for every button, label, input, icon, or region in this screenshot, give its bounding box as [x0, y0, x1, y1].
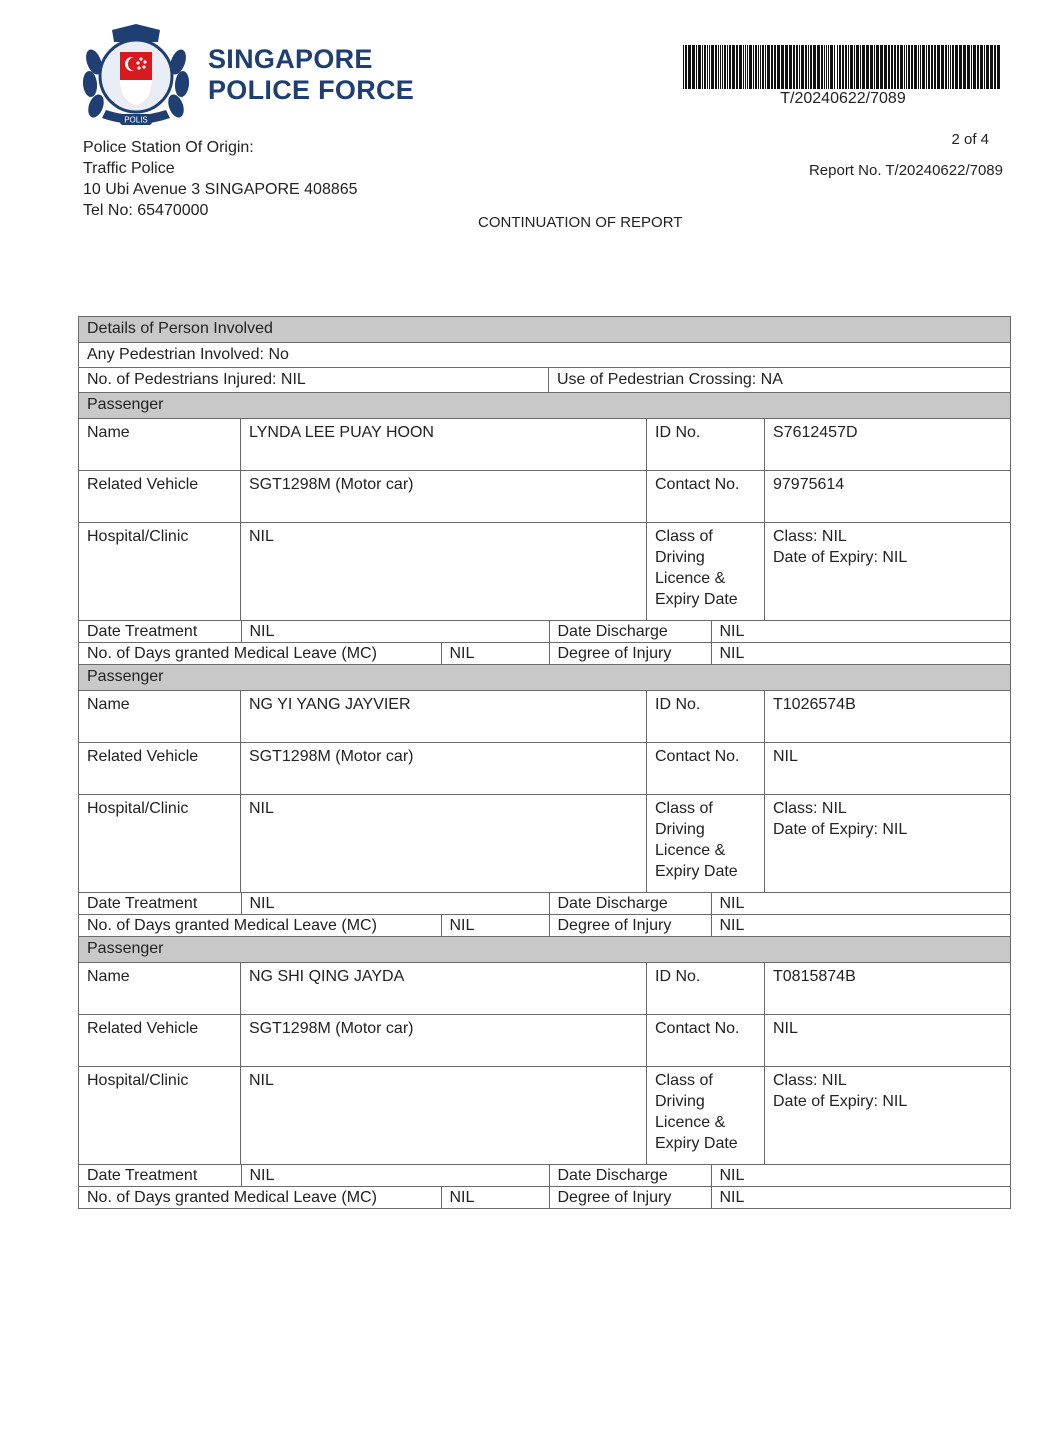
barcode-bar — [977, 45, 979, 89]
hospital-value: NIL — [241, 523, 647, 621]
id-label: ID No. — [647, 419, 765, 471]
mc-days: NIL — [441, 643, 549, 664]
origin-unit: Traffic Police — [83, 160, 175, 177]
barcode-bar — [817, 45, 820, 89]
barcode-bar — [952, 45, 954, 89]
barcode-bar — [777, 45, 780, 89]
barcode-bar — [963, 45, 966, 89]
licence-value — [765, 523, 1011, 621]
date-discharge: NIL — [719, 623, 745, 640]
licence-class: Class: NIL — [773, 1072, 847, 1089]
name-label: Name — [79, 691, 241, 743]
passenger-section-header: Passenger — [79, 937, 1011, 963]
barcode-bar — [874, 45, 875, 89]
date-treatment: NIL — [241, 621, 549, 642]
passenger-name: NG YI YANG JAYVIER — [241, 691, 647, 743]
barcode-bar — [729, 45, 731, 89]
mc-days: NIL — [441, 1187, 549, 1208]
barcode-bar — [749, 45, 752, 89]
barcode-bar — [842, 45, 844, 89]
barcode-bar — [685, 45, 687, 89]
contact-number: 97975614 — [765, 471, 1011, 523]
details-table — [78, 316, 1011, 1209]
licence-label-line: Licence & — [655, 842, 726, 859]
contact-label: Contact No. — [647, 1015, 765, 1067]
hospital-value: NIL — [241, 1067, 647, 1165]
barcode-bar — [948, 45, 949, 89]
barcode-bar — [736, 45, 738, 89]
barcode-bar — [785, 45, 788, 89]
contact-number: NIL — [765, 1015, 1011, 1067]
date-treatment-label: Date Treatment — [79, 1165, 241, 1186]
barcode-bar — [813, 45, 816, 89]
police-crest-logo — [80, 22, 192, 130]
barcode-bar — [789, 45, 792, 89]
barcode-bar — [980, 45, 983, 89]
licence-label-line: Class of — [655, 1072, 713, 1089]
barcode-bar — [834, 45, 835, 89]
licence-expiry: Date of Expiry: NIL — [773, 1093, 908, 1110]
contact-label: Contact No. — [647, 471, 765, 523]
hospital-value: NIL — [241, 795, 647, 893]
barcode-bar — [837, 45, 838, 89]
barcode-bar — [739, 45, 742, 89]
report-number: Report No. T/20240622/7089 — [808, 162, 1003, 179]
barcode-bar — [824, 45, 825, 89]
degree-injury-label: Degree of Injury — [549, 1187, 711, 1208]
barcode-bar — [973, 45, 976, 89]
related-vehicle: SGT1298M (Motor car) — [241, 1015, 647, 1067]
barcode-bar — [753, 45, 754, 89]
barcode-bar — [688, 45, 691, 89]
pedestrian-crossing: Use of Pedestrian Crossing: NA — [549, 368, 1011, 393]
barcode-bar — [743, 45, 744, 89]
mc-days-label: No. of Days granted Medical Leave (MC) — [79, 915, 441, 936]
barcode-bar — [762, 45, 764, 89]
barcode-bar — [821, 45, 823, 89]
barcode-bar — [692, 45, 695, 89]
vehicle-label: Related Vehicle — [79, 743, 241, 795]
barcode-bar — [894, 45, 896, 89]
barcode-bar — [808, 45, 809, 89]
barcode-bar — [926, 45, 927, 89]
barcode-bar — [830, 45, 833, 89]
hospital-label: Hospital/Clinic — [79, 1067, 241, 1165]
barcode-bar — [755, 45, 757, 89]
origin-tel: Tel No: 65470000 — [83, 202, 209, 219]
vehicle-label: Related Vehicle — [79, 471, 241, 523]
barcode-bar — [866, 45, 869, 89]
passenger-id: T0815874B — [765, 963, 1011, 1015]
licence-label-line: Class of — [655, 528, 713, 545]
licence-label-line: Driving — [655, 1093, 705, 1110]
barcode-bar — [994, 45, 996, 89]
degree-injury-label: Degree of Injury — [549, 915, 711, 936]
barcode-bar — [810, 45, 812, 89]
related-vehicle: SGT1298M (Motor car) — [241, 471, 647, 523]
origin-address: 10 Ubi Avenue 3 SINGAPORE 408865 — [83, 181, 358, 198]
barcode-bar — [990, 45, 993, 89]
barcode-bar — [984, 45, 985, 89]
barcode — [683, 45, 1003, 89]
barcode-bar — [724, 45, 726, 89]
barcode-bar — [709, 45, 710, 89]
licence-label-line: Expiry Date — [655, 1135, 738, 1152]
barcode-bar — [732, 45, 735, 89]
licence-value — [765, 795, 1011, 893]
barcode-bar — [908, 45, 910, 89]
date-discharge-label: Date Discharge — [549, 893, 711, 914]
barcode-bar — [918, 45, 919, 89]
barcode-bar — [828, 45, 829, 89]
passenger-id: S7612457D — [765, 419, 1011, 471]
barcode-bar — [937, 45, 940, 89]
passenger-section-header: Passenger — [79, 665, 1011, 691]
barcode-bar — [950, 45, 951, 89]
barcode-bar — [796, 45, 798, 89]
barcode-bar — [745, 45, 746, 89]
barcode-bar — [767, 45, 770, 89]
degree-injury-label: Degree of Injury — [549, 643, 711, 664]
barcode-bar — [727, 45, 728, 89]
date-discharge: NIL — [719, 895, 745, 912]
barcode-bar — [711, 45, 714, 89]
barcode-bar — [704, 45, 706, 89]
barcode-bar — [718, 45, 719, 89]
barcode-bar — [702, 45, 703, 89]
related-vehicle: SGT1298M (Motor car) — [241, 743, 647, 795]
barcode-bar — [707, 45, 708, 89]
degree-injury: NIL — [719, 917, 745, 934]
org-name-line1: SINGAPORE — [208, 44, 373, 74]
hospital-label: Hospital/Clinic — [79, 523, 241, 621]
barcode-bar — [888, 45, 890, 89]
barcode-bar — [848, 45, 849, 89]
barcode-bar — [850, 45, 853, 89]
date-discharge-label: Date Discharge — [549, 1165, 711, 1186]
barcode-bar — [826, 45, 827, 89]
barcode-bar — [967, 45, 970, 89]
passenger-name: NG SHI QING JAYDA — [241, 963, 647, 1015]
licence-label-line: Class of — [655, 800, 713, 817]
barcode-bar — [758, 45, 759, 89]
licence-expiry: Date of Expiry: NIL — [773, 549, 908, 566]
licence-value — [765, 1067, 1011, 1165]
page-indicator: 2 of 4 — [951, 131, 989, 148]
barcode-bar — [765, 45, 766, 89]
barcode-bar — [801, 45, 804, 89]
barcode-bar — [928, 45, 930, 89]
barcode-bar — [884, 45, 887, 89]
licence-label-line: Expiry Date — [655, 863, 738, 880]
barcode-bar — [854, 45, 855, 89]
barcode-bar — [922, 45, 925, 89]
station-of-origin — [83, 137, 358, 221]
barcode-bar — [760, 45, 761, 89]
licence-label-line: Expiry Date — [655, 591, 738, 608]
barcode-bar — [870, 45, 873, 89]
id-label: ID No. — [647, 691, 765, 743]
date-treatment-label: Date Treatment — [79, 893, 241, 914]
licence-label — [647, 1067, 765, 1165]
passenger-name: LYNDA LEE PUAY HOON — [241, 419, 647, 471]
licence-label-line: Driving — [655, 549, 705, 566]
barcode-bar — [906, 45, 907, 89]
origin-label: Police Station Of Origin: — [83, 139, 254, 156]
degree-injury: NIL — [719, 1189, 745, 1206]
date-treatment-label: Date Treatment — [79, 621, 241, 642]
barcode-bar — [897, 45, 899, 89]
barcode-bar — [914, 45, 917, 89]
date-treatment: NIL — [241, 893, 549, 914]
barcode-bar — [799, 45, 800, 89]
licence-expiry: Date of Expiry: NIL — [773, 821, 908, 838]
licence-label — [647, 523, 765, 621]
barcode-bar — [876, 45, 879, 89]
barcode-bar — [986, 45, 989, 89]
barcode-bar — [959, 45, 962, 89]
section-title: Details of Person Involved — [79, 317, 1011, 343]
document-title: CONTINUATION OF REPORT — [478, 214, 683, 231]
barcode-bar — [900, 45, 903, 89]
pedestrian-involved: Any Pedestrian Involved: No — [79, 343, 1011, 368]
barcode-bar — [955, 45, 958, 89]
barcode-bar — [722, 45, 723, 89]
barcode-bar — [911, 45, 913, 89]
passenger-section-header: Passenger — [79, 393, 1011, 419]
barcode-bar — [920, 45, 921, 89]
hospital-label: Hospital/Clinic — [79, 795, 241, 893]
contact-label: Contact No. — [647, 743, 765, 795]
barcode-bar — [715, 45, 717, 89]
degree-injury: NIL — [719, 645, 745, 662]
licence-label — [647, 795, 765, 893]
barcode-bar — [720, 45, 721, 89]
barcode-bar — [862, 45, 865, 89]
barcode-bar — [856, 45, 859, 89]
date-discharge-label: Date Discharge — [549, 621, 711, 642]
licence-label-line: Licence & — [655, 1114, 726, 1131]
name-label: Name — [79, 419, 241, 471]
barcode-bar — [805, 45, 807, 89]
licence-class: Class: NIL — [773, 800, 847, 817]
mc-days-label: No. of Days granted Medical Leave (MC) — [79, 643, 441, 664]
vehicle-label: Related Vehicle — [79, 1015, 241, 1067]
licence-class: Class: NIL — [773, 528, 847, 545]
barcode-bar — [880, 45, 883, 89]
mc-days-label: No. of Days granted Medical Leave (MC) — [79, 1187, 441, 1208]
logo-badge-text: POLIS — [124, 115, 148, 125]
barcode-bar — [891, 45, 893, 89]
name-label: Name — [79, 963, 241, 1015]
barcode-bar — [860, 45, 861, 89]
passenger-id: T1026574B — [765, 691, 1011, 743]
org-name — [208, 44, 414, 106]
licence-label-line: Licence & — [655, 570, 726, 587]
date-treatment: NIL — [241, 1165, 549, 1186]
barcode-bar — [839, 45, 841, 89]
barcode-bar — [698, 45, 701, 89]
date-discharge: NIL — [719, 1167, 745, 1184]
barcode-bar — [747, 45, 748, 89]
barcode-bar — [683, 45, 684, 89]
contact-number: NIL — [765, 743, 1011, 795]
barcode-bar — [781, 45, 784, 89]
barcode-bar — [904, 45, 905, 89]
id-label: ID No. — [647, 963, 765, 1015]
barcode-bar — [771, 45, 773, 89]
barcode-bar — [931, 45, 933, 89]
barcode-bar — [997, 45, 1000, 89]
barcode-bar — [971, 45, 972, 89]
barcode-bar — [941, 45, 944, 89]
org-name-line2: POLICE FORCE — [208, 75, 415, 105]
licence-label-line: Driving — [655, 821, 705, 838]
barcode-bar — [934, 45, 936, 89]
barcode-bar — [845, 45, 847, 89]
pedestrians-injured: No. of Pedestrians Injured: NIL — [79, 368, 549, 393]
mc-days: NIL — [441, 915, 549, 936]
barcode-bar — [774, 45, 776, 89]
barcode-bar — [945, 45, 947, 89]
barcode-bar — [793, 45, 795, 89]
barcode-number: T/20240622/7089 — [780, 90, 906, 107]
barcode-bar — [696, 45, 697, 89]
